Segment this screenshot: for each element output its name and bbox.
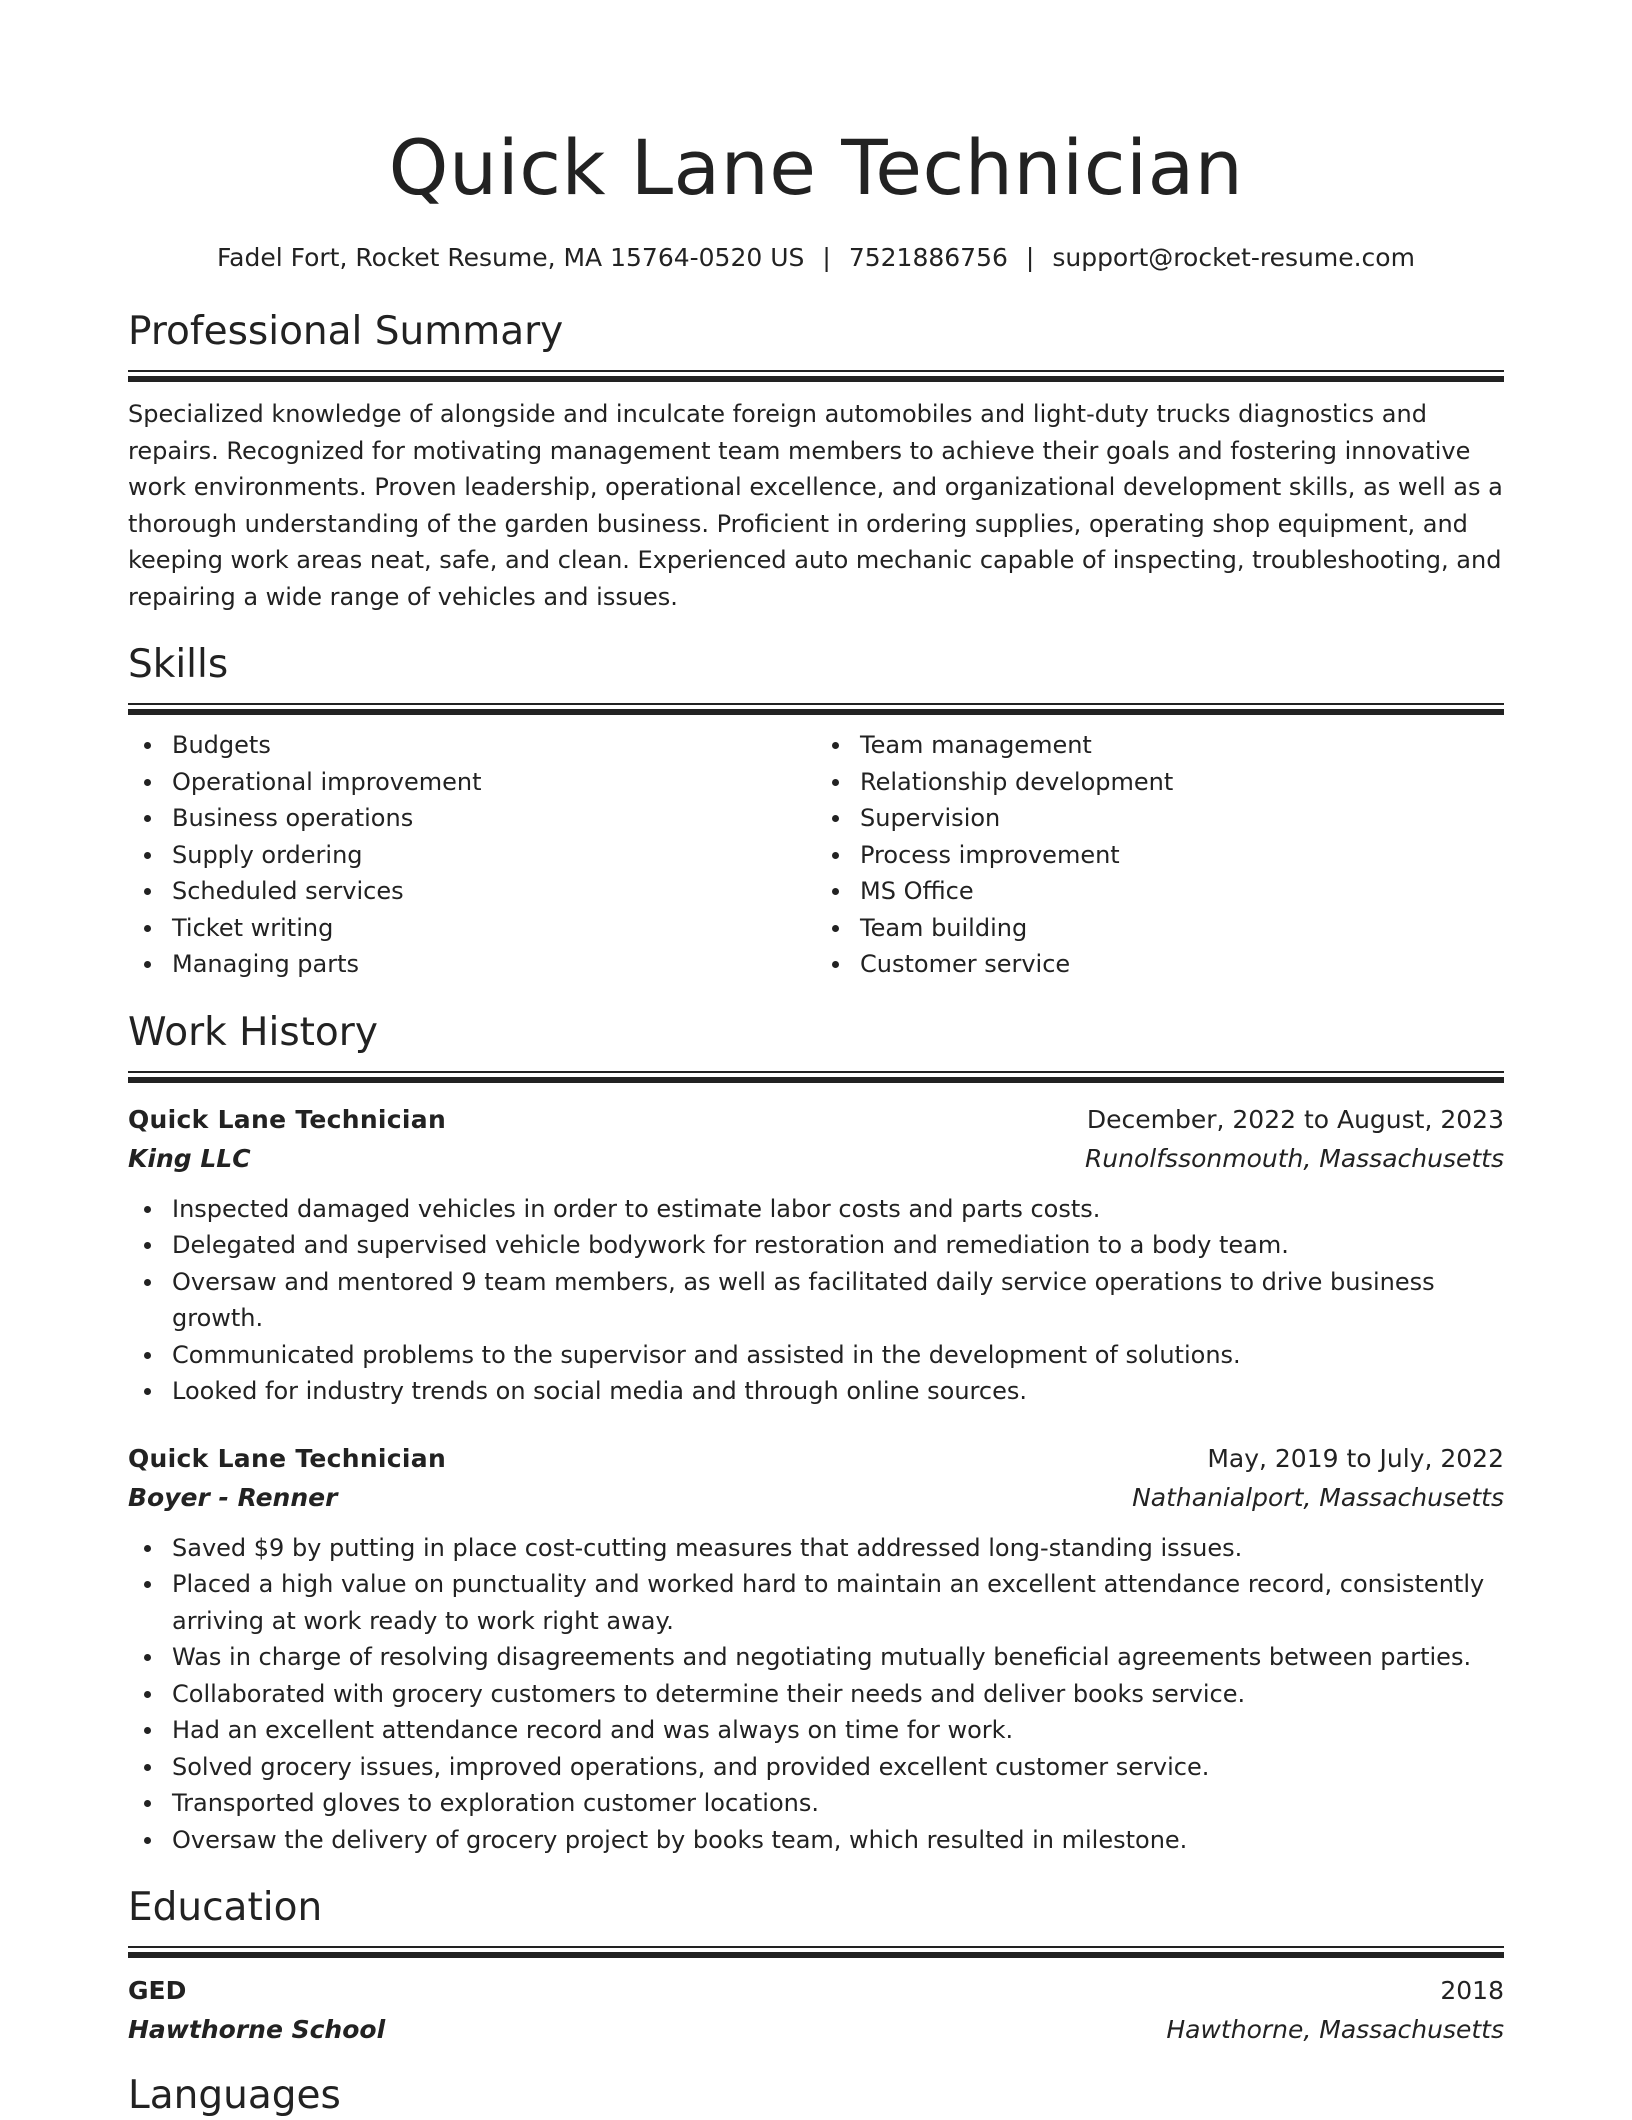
languages-section xyxy=(128,2072,1504,2120)
skill-item: Ticket writing xyxy=(172,910,816,947)
job-company: King LLC xyxy=(128,1143,251,1173)
job-bullet: Saved $9 by putting in place cost-cutting measures that addressed long-standing issues. xyxy=(172,1530,1504,1567)
skills-column-left xyxy=(128,727,816,983)
job-bullet: Placed a high value on punctuality and worked hard to maintain an excellent attendance record, consistently arriving at work ready to work right away. xyxy=(172,1566,1504,1639)
job-bullet: Had an excellent attendance record and was always on time for work. xyxy=(172,1712,1504,1749)
section-divider xyxy=(128,370,1504,382)
resume-page xyxy=(128,0,1504,2120)
education-section xyxy=(128,1884,1504,2050)
education-degree: GED xyxy=(128,1976,187,2005)
languages-heading: Languages xyxy=(128,2073,341,2118)
skill-item: Relationship development xyxy=(860,764,1504,801)
job-company-row xyxy=(128,1139,1504,1179)
work-history-heading: Work History xyxy=(128,1009,378,1055)
job-bullet: Communicated problems to the supervisor and assisted in the development of solutions. xyxy=(172,1337,1504,1374)
job-bullet: Was in charge of resolving disagreements and negotiating mutually beneficial agreements between parties. xyxy=(172,1639,1504,1676)
education-school-row xyxy=(128,2010,1504,2050)
skill-item: Managing parts xyxy=(172,946,816,983)
education-location: Hawthorne, Massachusetts xyxy=(1166,2015,1504,2044)
resume-name: Quick Lane Technician xyxy=(388,123,1244,212)
contact-phone: 7521886756 xyxy=(848,243,1008,272)
job-dates: December, 2022 to August, 2023 xyxy=(1086,1104,1504,1134)
work-history-section xyxy=(128,1009,1504,1859)
contact-line xyxy=(128,242,1504,274)
job-bullet: Solved grocery issues, improved operations, and provided excellent customer service. xyxy=(172,1749,1504,1786)
contact-separator: | xyxy=(822,243,831,272)
job-bullet: Delegated and supervised vehicle bodywork for restoration and remediation to a body team. xyxy=(172,1227,1504,1264)
skill-item: Process improvement xyxy=(860,837,1504,874)
job-bullets xyxy=(128,1530,1504,1859)
job-bullets xyxy=(128,1191,1504,1410)
job-entry xyxy=(128,1440,1504,1859)
skill-item: Team building xyxy=(860,910,1504,947)
section-divider xyxy=(128,1946,1504,1958)
job-bullet: Oversaw and mentored 9 team members, as well as facilitated daily service operations to drive business growth. xyxy=(172,1264,1504,1337)
section-divider xyxy=(128,703,1504,715)
skill-item: Team management xyxy=(860,727,1504,764)
job-dates: May, 2019 to July, 2022 xyxy=(1207,1443,1504,1473)
job-bullet: Collaborated with grocery customers to determine their needs and deliver books service. xyxy=(172,1676,1504,1713)
education-header-row xyxy=(128,1972,1504,2010)
job-header-row xyxy=(128,1101,1504,1139)
skill-item: Budgets xyxy=(172,727,816,764)
job-header-row xyxy=(128,1440,1504,1478)
summary-heading: Professional Summary xyxy=(128,309,564,354)
skill-item: Customer service xyxy=(860,946,1504,983)
job-location: Runolfssonmouth, Massachusetts xyxy=(1084,1143,1504,1173)
education-entry xyxy=(128,1972,1504,2050)
skill-item: Scheduled services xyxy=(172,873,816,910)
skills-section xyxy=(128,641,1504,983)
job-entry xyxy=(128,1101,1504,1410)
job-title: Quick Lane Technician xyxy=(128,1443,447,1473)
skill-item: Operational improvement xyxy=(172,764,816,801)
skill-item: Supervision xyxy=(860,800,1504,837)
skill-item: Business operations xyxy=(172,800,816,837)
job-title: Quick Lane Technician xyxy=(128,1104,447,1134)
skills-heading: Skills xyxy=(128,642,229,687)
job-company-row xyxy=(128,1478,1504,1518)
skills-grid xyxy=(128,727,1504,983)
summary-section xyxy=(128,308,1504,615)
job-company: Boyer - Renner xyxy=(128,1482,338,1512)
skill-item: Supply ordering xyxy=(172,837,816,874)
contact-separator: | xyxy=(1025,243,1035,272)
contact-email: support@rocket-resume.com xyxy=(1052,243,1415,272)
education-school: Hawthorne School xyxy=(128,2015,386,2044)
section-divider xyxy=(128,1071,1504,1083)
summary-text: Specialized knowledge of alongside and inculcate foreign automobiles and light-duty trucks diagnostics and repairs. Recognized for motivating management team members to achieve their goals and fostering innovative work environments. Proven leadership, operational excellence, and organizational development skills, as well as a thorough understanding of the garden business. Proficient in ordering supplies, operating shop equipment, and keeping work areas neat, safe, and clean. Experienced auto mechanic capable of inspecting, troubleshooting, and repairing a wide range of vehicles and issues. xyxy=(128,400,1503,611)
job-bullet: Oversaw the delivery of grocery project by books team, which resulted in milestone. xyxy=(172,1822,1504,1859)
job-bullet: Looked for industry trends on social media and through online sources. xyxy=(172,1373,1504,1410)
contact-address: Fadel Fort, Rocket Resume, MA 15764-0520 US xyxy=(217,243,805,272)
skill-item: MS Office xyxy=(860,873,1504,910)
education-heading: Education xyxy=(128,1885,323,1930)
job-bullet: Inspected damaged vehicles in order to estimate labor costs and parts costs. xyxy=(172,1191,1504,1228)
skills-column-right xyxy=(816,727,1504,983)
education-year: 2018 xyxy=(1440,1976,1504,2005)
job-location: Nathanialport, Massachusetts xyxy=(1132,1482,1504,1512)
job-bullet: Transported gloves to exploration customer locations. xyxy=(172,1785,1504,1822)
